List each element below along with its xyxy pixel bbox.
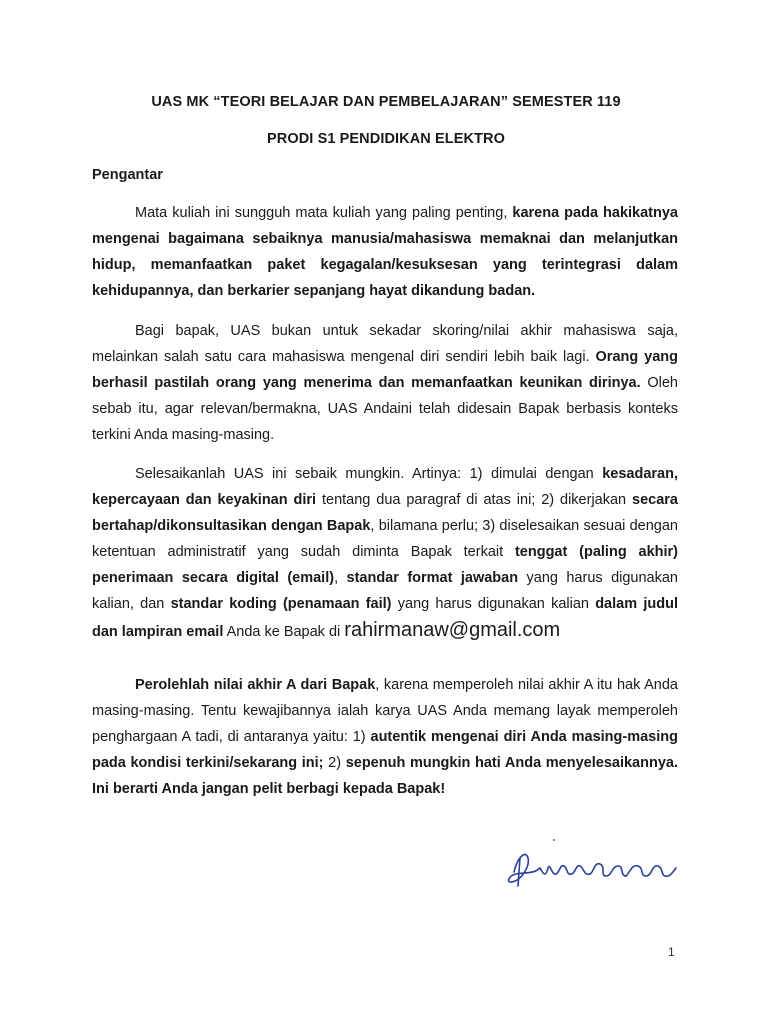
paragraph-3 [92,461,678,645]
p3-bold-4: standar format jawaban [346,570,519,586]
p4-bold-1: Perolehlah nilai akhir A dari Bapak [135,677,376,693]
signature-strokes [509,839,676,886]
p4-text-2: 2) [323,755,346,771]
p3-text-4: , [334,570,347,586]
p1-text-1: Mata kuliah ini sungguh mata kuliah yang paling penting, [135,205,513,221]
p1-bold-1: karena pada hakikatnya mengenai bagaimana sebaiknya manusia/mahasiswa memaknai dan melanjutkan hidup, memanfaatkan paket kegagalan/kesuksesan yang terintegrasi dalam kehidupannya, dan berkarier sepanjang hayat dikandung badan. [92,205,678,299]
p3-bold-1: kesadaran, kepercayaan dan keyakinan diri [92,466,678,508]
p3-text-1: Selesaikanlah UAS ini sebaik mungkin. Artinya: 1) dimulai dengan [135,466,603,482]
document-subtitle: PRODI S1 PENDIDIKAN ELEKTRO [267,131,505,147]
paragraph-1 [92,200,678,304]
p2-text-1: Bagi bapak, UAS bukan untuk sekadar skoring/nilai akhir mahasiswa saja, melainkan salah satu cara mahasiswa mengenal diri sendiri lebih baik lagi. [92,323,678,365]
p2-text-2: Oleh sebab itu, agar relevan/bermakna, UAS Andaini telah didesain Bapak berbasis konteks terkini Anda masing-masing. [92,375,678,443]
p3-text-2: tentang dua paragraf di atas ini; 2) dikerjakan [316,492,633,508]
p3-text-3: , bilamana perlu; 3) diselesaikan sesuai dengan ketentuan administratif yang sudah diminta Bapak terkait [92,518,678,560]
p4-bold-3: sepenuh mungkin hati Anda menyelesaikannya. Ini berarti Anda jangan pelit berbagi kepada Bapak! [92,755,678,797]
p3-text-7: Anda ke Bapak di [223,624,345,640]
email-address: rahirmanaw@gmail.com [344,619,561,641]
paragraph-2 [92,318,678,448]
page-number: 1 [668,945,675,959]
section-heading: Pengantar [92,167,163,183]
p3-bold-2: secara bertahap/dikonsultasikan dengan Bapak [92,492,678,534]
p4-bold-2: autentik mengenai diri Anda masing-masing pada kondisi terkini/sekarang ini; [92,729,678,771]
p3-bold-5: standar koding (penamaan fail) [170,596,392,612]
paragraph-4 [92,672,678,802]
handwritten-signature [500,832,680,902]
p3-text-6: yang harus digunakan kalian [391,596,596,612]
p3-text-5: yang harus digunakan kalian, dan [92,570,678,612]
p2-bold-1: Orang yang berhasil pastilah orang yang menerima dan memanfaatkan keunikan dirinya. [92,349,678,391]
p3-bold-6: dalam judul dan lampiran email [92,596,678,640]
document-title: UAS MK “TEORI BELAJAR DAN PEMBELAJARAN” SEMESTER 119 [151,94,621,110]
p4-text-1: , karena memperoleh nilai akhir A itu hak Anda masing-masing. Tentu kewajibannya ialah karya UAS Anda memang layak memperoleh penghargaan A tadi, di antaranya yaitu: 1) [92,677,678,745]
p3-bold-3: tenggat (paling akhir) penerimaan secara digital (email) [92,544,678,586]
